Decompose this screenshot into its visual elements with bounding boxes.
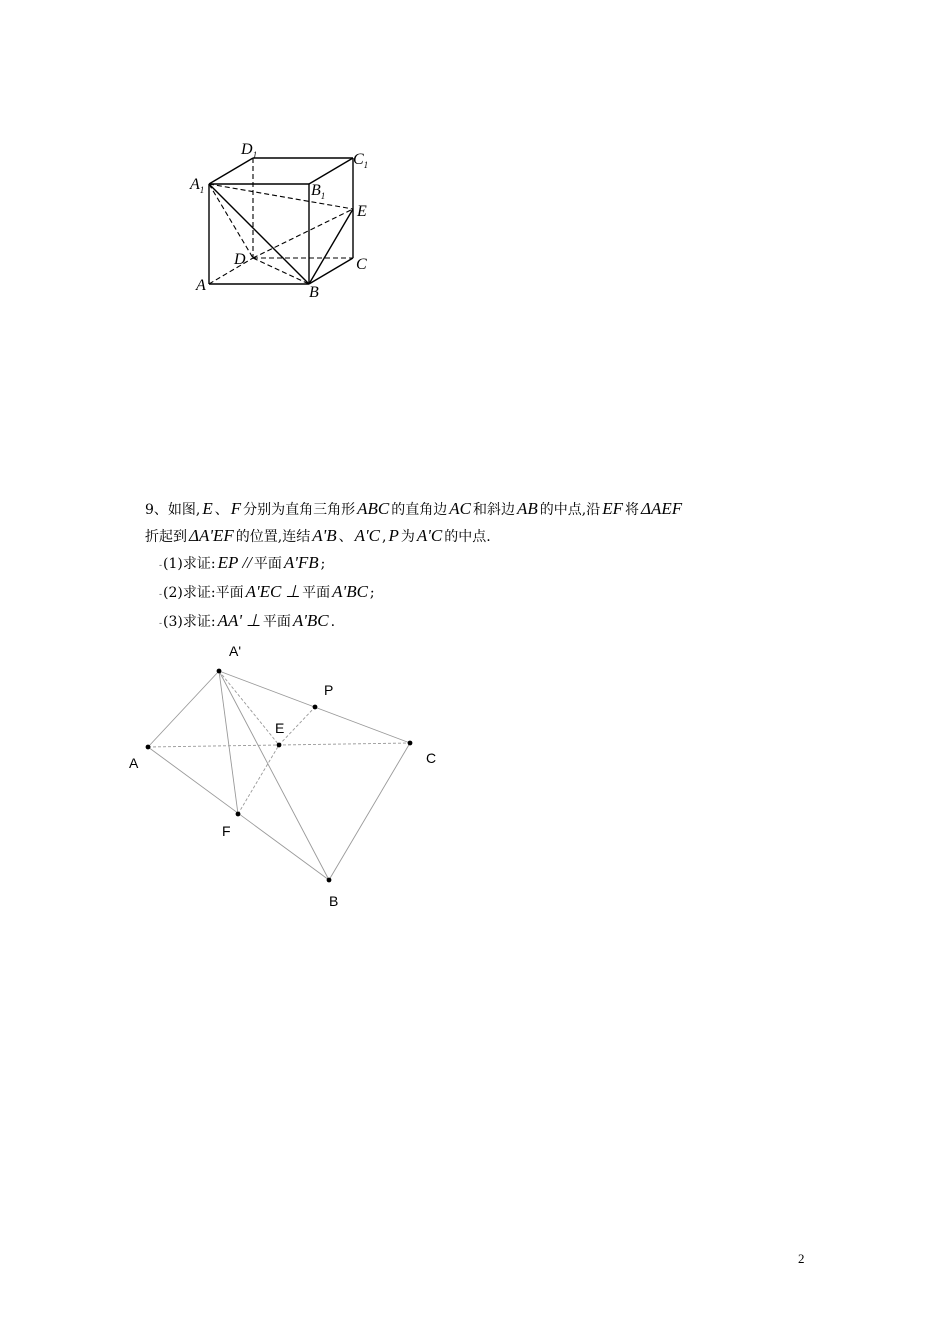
- point-F: [236, 812, 241, 817]
- label-F: F: [222, 823, 231, 839]
- cube-figure: [180, 135, 400, 305]
- label-P: P: [324, 682, 334, 698]
- seg-A1-F: [219, 671, 238, 814]
- point-A: [146, 745, 151, 750]
- problem-9: [145, 496, 825, 637]
- label-A1: $A_1$: [190, 176, 205, 195]
- sub-question-2: -(2)求证:平面 A'EC ⊥ 平面 A'BC ;: [159, 582, 375, 601]
- edge-A-D: [209, 258, 253, 284]
- seg-A1-A: [148, 671, 219, 747]
- point-A1: [217, 669, 222, 674]
- label-A: A: [129, 755, 139, 771]
- fold-figure: [120, 635, 460, 915]
- seg-F-E: [238, 745, 279, 814]
- label-C: C: [426, 750, 437, 766]
- label-B: B: [329, 893, 339, 909]
- point-C: [408, 741, 413, 746]
- label-D1: $D_1$: [241, 141, 258, 160]
- label-B: B: [309, 284, 319, 301]
- problem-number: 9: [145, 502, 154, 518]
- seg-C-B: [329, 743, 410, 880]
- problem-line-2: 折起到 ΔA'EF 的位置,连结 A'B 、 A'C , P 为 A'C 的中点.: [145, 526, 491, 545]
- label-B1: $B_1$: [311, 182, 326, 201]
- page-number: 2: [798, 1251, 805, 1266]
- edge-B-E: [309, 209, 353, 284]
- label-E: E: [357, 203, 367, 220]
- problem-line-1: 9、如图, E 、 F 分别为直角三角形 ABC 的直角边 AC 和斜边 AB 的中点,沿 EF 将 ΔAEF: [145, 499, 683, 518]
- seg-A1-B: [219, 671, 329, 880]
- edge-A1-D1: [209, 158, 253, 184]
- sub-question-3: -(3)求证: AA' ⊥ 平面 A'BC .: [159, 611, 336, 630]
- label-E: E: [275, 720, 285, 736]
- label-C: C: [356, 256, 367, 273]
- sub-question-1: -(1)求证: EP // 平面 A'FB ;: [159, 553, 326, 572]
- label-A1: A': [229, 643, 242, 659]
- edge-D-B: [253, 258, 309, 284]
- point-E: [277, 743, 282, 748]
- edge-B1-C1: [309, 158, 353, 184]
- point-P: [313, 705, 318, 710]
- edge-B-C: [309, 258, 353, 284]
- point-B: [327, 878, 332, 883]
- label-D: D: [234, 251, 246, 268]
- seg-E-P: [279, 707, 315, 745]
- label-C1: $C_1$: [353, 151, 369, 170]
- label-A: A: [196, 277, 206, 294]
- edge-A1-B: [209, 184, 309, 284]
